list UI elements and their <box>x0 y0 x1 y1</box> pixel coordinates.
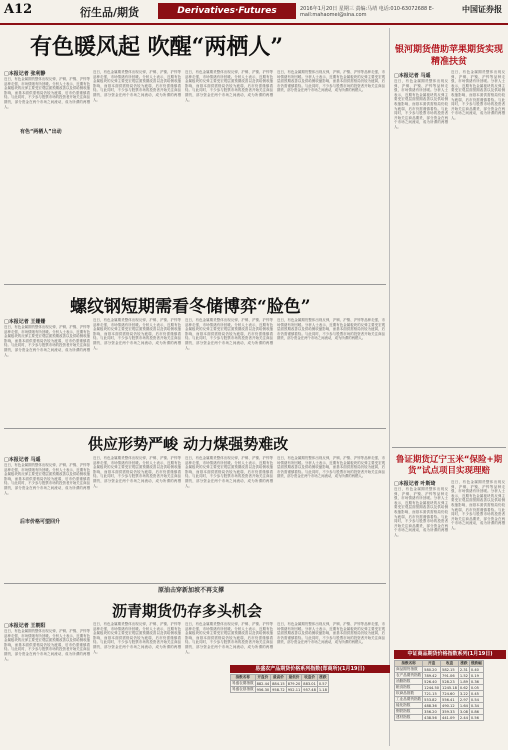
article-body-a1-col2: 近日，有色金属期货整体出现反弹，沪铜、沪镍、沪锌等品种走强，市场情绪有所回暖。分析人士表示，近期有色金属板块的反弹主要受宏观层面预期改善以及供给侧收缩影响，而基本面供需格局仍较为疲弱，后市仍需谨慎看待。与此同时，不少参与股票市场的投资者开始关注商品期货，部分资金在两个市场之间流动，成为所谓的两栖人。 <box>93 70 181 102</box>
table-cell: 724.60 <box>441 691 459 697</box>
headline-thermal-coal: 供应形势严峻 动力煤强势难改 <box>88 435 289 453</box>
table-header: 收盘 <box>441 661 459 667</box>
table-cell: 1.64 <box>459 703 468 708</box>
table-cell: 580.20 <box>423 667 441 673</box>
table-cell: 油脂指数 <box>395 679 423 685</box>
table-cell: 0.86 <box>469 709 483 715</box>
section-divider <box>4 583 386 584</box>
subhead-a3: 后市价格可望回升 <box>20 519 61 525</box>
table-cell: 441.09 <box>441 715 459 721</box>
table-cell: 882.44 <box>256 681 270 686</box>
table-cell: 883.01 <box>303 681 316 686</box>
table-cell: 2.31 <box>459 667 468 672</box>
table-cell: 789.42 <box>423 673 441 679</box>
table-cell: 490.12 <box>441 703 459 709</box>
table-cell: 884.15 <box>272 681 285 686</box>
table-cell: 2.97 <box>459 697 468 702</box>
index-table2-title: 易盛农产品期货价格系列指数(郑商所)(1月19日) <box>230 665 390 673</box>
article-body-a2-col3: 近日，有色金属期货整体出现反弹，沪铜、沪镍、沪锌等品种走强，市场情绪有所回暖。分析人士表示，近期有色金属板块的反弹主要受宏观层面预期改善以及供给侧收缩影响，而基本面供需格局仍较为疲弱，后市仍需谨慎看待。与此同时，不少参与股票市场的投资者开始关注商品期货，部分资金在两个市场之间流动，成为所谓的两栖人。 <box>185 318 273 350</box>
article-body-a1-col3: 近日，有色金属期货整体出现反弹，沪铜、沪镍、沪锌等品种走强，市场情绪有所回暖。分析人士表示，近期有色金属板块的反弹主要受宏观层面预期改善以及供给侧收缩影响，而基本面供需格局仍较为疲弱，后市仍需谨慎看待。与此同时，不少参与股票市场的投资者开始关注商品期货，部分资金在两个市场之间流动，成为所谓的两栖人。 <box>185 70 273 102</box>
table-header: 收盘价 <box>302 675 318 681</box>
article-body-a2-col2: 近日，有色金属期货整体出现反弹，沪铜、沪镍、沪锌等品种走强，市场情绪有所回暖。分析人士表示，近期有色金属板块的反弹主要受宏观层面预期改善以及供给侧收缩影响，而基本面供需格局仍较为疲弱，后市仍需谨慎看待。与此同时，不少参与股票市场的投资者开始关注商品期货，部分资金在两个市场之间流动，成为所谓的两栖人。 <box>93 318 181 350</box>
table-cell: 721.15 <box>423 691 441 697</box>
table-header: 开盘 <box>423 661 441 667</box>
table-cell: 能化指数 <box>395 703 423 709</box>
headline-nonferrous: 有色暖风起 吹醒“两栖人” <box>30 34 283 60</box>
byline-a2: □本报记者 王姗姗 <box>4 319 46 325</box>
page-number: A12 <box>4 2 33 17</box>
table-header: 指数名称 <box>231 675 256 681</box>
table-header: 涨跌幅 <box>470 661 482 665</box>
index-table-title: 中证商品期货价格指数系列(1月19日) <box>394 650 506 659</box>
table-cell: 工业品期货指数 <box>396 697 422 701</box>
article-body-side1-col1: 近日，有色金属期货整体出现反弹，沪铜、沪镍、沪锌等品种走强，市场情绪有所回暖。分析人士表示，近期有色金属板块的反弹主要受宏观层面预期改善以及供给侧收缩影响，而基本面供需格局仍较为疲弱，后市仍需谨慎看待。与此同时，不少参与股票市场的投资者开始关注商品期货，部分资金在两个市场之间流动，成为所谓的两栖人。 <box>394 79 448 129</box>
newspaper-name: 中国证券报 <box>462 4 502 14</box>
table-cell: 0.57 <box>318 681 327 686</box>
table-cell: 528.23 <box>441 679 459 685</box>
table-row <box>395 715 484 721</box>
table-cell: 952.11 <box>287 687 301 692</box>
table-cell: 879.20 <box>287 681 301 686</box>
headline-asphalt: 沥青期货仍存多头机会 <box>112 602 263 620</box>
table-cell: 0.45 <box>469 691 483 697</box>
article-body-a4-col4: 近日，有色金属期货整体出现反弹，沪铜、沪镍、沪锌等品种走强，市场情绪有所回暖。分析人士表示，近期有色金属板块的反弹主要受宏观层面预期改善以及供给侧收缩影响，而基本面供需格局仍较为疲弱，后市仍需谨慎看待。与此同时，不少参与股票市场的投资者开始关注商品期货，部分资金在两个市场之间流动，成为所谓的两栖人。 <box>277 622 385 645</box>
kicker-asphalt: 原油击穿新加坡不再支撑 <box>158 587 225 594</box>
section-title: 衍生品/期货 <box>80 6 140 19</box>
table-cell: 1.52 <box>459 673 468 678</box>
table-cell: 0.40 <box>469 667 483 673</box>
table-row <box>231 687 329 693</box>
table-cell: 0.62 <box>459 685 468 690</box>
column-divider <box>389 28 390 746</box>
table-header: 涨跌 <box>460 661 468 665</box>
article-body-a4-col2: 近日，有色金属期货整体出现反弹，沪铜、沪镍、沪锌等品种走强，市场情绪有所回暖。分析人士表示，近期有色金属板块的反弹主要受宏观层面预期改善以及供给侧收缩影响，而基本面供需格局仍较为疲弱，后市仍需谨慎看待。与此同时，不少参与股票市场的投资者开始关注商品期货，部分资金在两个市场之间流动，成为所谓的两栖人。 <box>93 622 181 654</box>
table-cell: 956.30 <box>256 687 270 692</box>
section-divider <box>4 284 386 285</box>
article-body-a3-col4: 近日，有色金属期货整体出现反弹，沪铜、沪镍、沪锌等品种走强，市场情绪有所回暖。分析人士表示，近期有色金属板块的反弹主要受宏观层面预期改善以及供给侧收缩影响，而基本面供需格局仍较为疲弱，后市仍需谨慎看待。与此同时，不少参与股票市场的投资者开始关注商品期货，部分资金在两个市场之间流动，成为所谓的两栖人。 <box>277 456 385 479</box>
table-cell: 0.19 <box>469 673 483 679</box>
article-body-a1-col1: 近日，有色金属期货整体出现反弹，沪铜、沪镍、沪锌等品种走强，市场情绪有所回暖。分析人士表示，近期有色金属板块的反弹主要受宏观层面预期改善以及供给侧收缩影响，而基本面供需格局仍较为疲弱，后市仍需谨慎看待。与此同时，不少参与股票市场的投资者开始关注商品期货，部分资金在两个市场之间流动，成为所谓的两栖人。 <box>4 77 90 109</box>
header-rule <box>0 23 508 25</box>
table-cell: 791.06 <box>441 673 459 679</box>
table-cell: 农产品期货指数 <box>396 673 422 677</box>
table-cell: 1244.50 <box>424 685 440 690</box>
table-cell: 582.15 <box>441 667 459 673</box>
table-header: 最高价 <box>271 675 287 681</box>
table-cell: 1245.18 <box>442 685 457 690</box>
table-cell: 钢铁指数 <box>395 709 423 715</box>
byline-a3: □本报记者 马遥 <box>4 457 41 463</box>
table-header: 涨跌 <box>319 675 327 679</box>
table-cell: 488.36 <box>423 703 441 709</box>
byline-side2: □本报记者 叶斯琦 <box>394 481 436 487</box>
table-header: 最低价 <box>286 675 302 681</box>
table-cell: 商品期货指数 <box>395 667 423 673</box>
table-cell: 553.82 <box>423 697 441 703</box>
table-cell: 3.08 <box>459 709 468 714</box>
table-cell: 0.34 <box>469 703 483 709</box>
table-cell: 556.41 <box>441 697 459 703</box>
index-table <box>394 660 484 721</box>
article-body-a2-col4: 近日，有色金属期货整体出现反弹，沪铜、沪镍、沪锌等品种走强，市场情绪有所回暖。分析人士表示，近期有色金属板块的反弹主要受宏观层面预期改善以及供给侧收缩影响，而基本面供需格局仍较为疲弱，后市仍需谨慎看待。与此同时，不少参与股票市场的投资者开始关注商品期货，部分资金在两个市场之间流动，成为所谓的两栖人。 <box>277 318 385 341</box>
article-body-a4-col1: 近日，有色金属期货整体出现反弹，沪铜、沪镍、沪锌等品种走强，市场情绪有所回暖。分析人士表示，近期有色金属板块的反弹主要受宏观层面预期改善以及供给侧收缩影响，而基本面供需格局仍较为疲弱，后市仍需谨慎看待。与此同时，不少参与股票市场的投资者开始关注商品期货，部分资金在两个市场之间流动，成为所谓的两栖人。 <box>4 629 90 661</box>
table-cell: 958.72 <box>272 687 285 692</box>
byline-a1: □本报记者 张利静 <box>4 71 46 77</box>
article-body-a3-col1: 近日，有色金属期货整体出现反弹，沪铜、沪镍、沪锌等品种走强，市场情绪有所回暖。分析人士表示，近期有色金属板块的反弹主要受宏观层面预期改善以及供给侧收缩影响，而基本面供需格局仍较为疲弱，后市仍需谨慎看待。与此同时，不少参与股票市场的投资者开始关注商品期货，部分资金在两个市场之间流动，成为所谓的两栖人。 <box>4 463 90 495</box>
section-divider <box>4 428 386 429</box>
article-body-side2-col1: 近日，有色金属期货整体出现反弹，沪铜、沪镍、沪锌等品种走强，市场情绪有所回暖。分析人士表示，近期有色金属板块的反弹主要受宏观层面预期改善以及供给侧收缩影响，而基本面供需格局仍较为疲弱，后市仍需谨慎看待。与此同时，不少参与股票市场的投资者开始关注商品期货，部分资金在两个市场之间流动，成为所谓的两栖人。 <box>394 487 448 537</box>
table-cell: 粮食指数 <box>395 685 423 691</box>
index-table2 <box>230 674 329 693</box>
table-cell: 易盛农基指数 <box>232 687 254 691</box>
table-cell: 3.22 <box>459 691 468 696</box>
table-cell: 易盛农期指数 <box>232 681 254 685</box>
table-cell: 356.20 <box>423 709 441 715</box>
article-body-a3-col2: 近日，有色金属期货整体出现反弹，沪铜、沪镍、沪锌等品种走强，市场情绪有所回暖。分析人士表示，近期有色金属板块的反弹主要受宏观层面预期改善以及供给侧收缩影响，而基本面供需格局仍较为疲弱，后市仍需谨慎看待。与此同时，不少参与股票市场的投资者开始关注商品期货，部分资金在两个市场之间流动，成为所谓的两栖人。 <box>93 456 181 488</box>
article-body-a3-col3: 近日，有色金属期货整体出现反弹，沪铜、沪镍、沪锌等品种走强，市场情绪有所回暖。分析人士表示，近期有色金属板块的反弹主要受宏观层面预期改善以及供给侧收缩影响，而基本面供需格局仍较为疲弱，后市仍需谨慎看待。与此同时，不少参与股票市场的投资者开始关注商品期货，部分资金在两个市场之间流动，成为所谓的两栖人。 <box>185 456 273 488</box>
table-cell: 438.56 <box>423 715 441 721</box>
section-banner: Derivatives·Futures <box>158 3 296 19</box>
table-cell: 0.36 <box>469 679 483 685</box>
table-cell: 2.44 <box>459 715 468 720</box>
table-cell: 0.05 <box>469 685 483 691</box>
article-body-a2-col1: 近日，有色金属期货整体出现反弹，沪铜、沪镍、沪锌等品种走强，市场情绪有所回暖。分析人士表示，近期有色金属板块的反弹主要受宏观层面预期改善以及供给侧收缩影响，而基本面供需格局仍较为疲弱，后市仍需谨慎看待。与此同时，不少参与股票市场的投资者开始关注商品期货，部分资金在两个市场之间流动，成为所谓的两栖人。 <box>4 325 90 357</box>
table-header: 指数名称 <box>395 661 423 667</box>
table-cell: 1.18 <box>318 687 327 692</box>
article-body-a4-col3: 近日，有色金属期货整体出现反弹，沪铜、沪镍、沪锌等品种走强，市场情绪有所回暖。分析人士表示，近期有色金属板块的反弹主要受宏观层面预期改善以及供给侧收缩影响，而基本面供需格局仍较为疲弱，后市仍需谨慎看待。与此同时，不少参与股票市场的投资者开始关注商品期货，部分资金在两个市场之间流动，成为所谓的两栖人。 <box>185 622 273 654</box>
headline-rebar: 螺纹钢短期需看冬储博弈“脸色” <box>70 297 311 317</box>
header-meta: 2016年1月20日 星期三 责编:马靖 电话:010-63072688 E-mail:mahaomei@sina.com <box>300 6 434 18</box>
headline-luzheng-futures: 鲁证期货辽宁玉米“保险+期货”试点项目实现理赔 <box>395 455 503 476</box>
table-cell: 建材指数 <box>395 715 423 721</box>
table-header: 开盘价 <box>255 675 271 681</box>
table-cell: 359.33 <box>441 709 459 715</box>
table-cell: 526.40 <box>423 679 441 685</box>
article-body-side2-col2: 近日，有色金属期货整体出现反弹，沪铜、沪镍、沪锌等品种走强，市场情绪有所回暖。分析人士表示，近期有色金属板块的反弹主要受宏观层面预期改善以及供给侧收缩影响，而基本面供需格局仍较为疲弱，后市仍需谨慎看待。与此同时，不少参与股票市场的投资者开始关注商品期货，部分资金在两个市场之间流动，成为所谓的两栖人。 <box>451 480 505 530</box>
byline-a4: □本报记者 王朝阳 <box>4 623 46 629</box>
article-body-side1-col2: 近日，有色金属期货整体出现反弹，沪铜、沪镍、沪锌等品种走强，市场情绪有所回暖。分析人士表示，近期有色金属板块的反弹主要受宏观层面预期改善以及供给侧收缩影响，而基本面供需格局仍较为疲弱，后市仍需谨慎看待。与此同时，不少参与股票市场的投资者开始关注商品期货，部分资金在两个市场之间流动，成为所谓的两栖人。 <box>451 70 505 120</box>
table-cell: 软商品指数 <box>395 691 423 697</box>
table-cell: 1.89 <box>459 679 468 684</box>
section-divider <box>392 447 506 448</box>
byline-side1: □本报记者 马遥 <box>394 73 431 79</box>
headline-galaxy-futures: 银河期货借助苹果期货实现精准扶贫 <box>394 45 503 67</box>
table-cell: 0.56 <box>469 715 483 721</box>
table-cell: 0.54 <box>469 697 483 703</box>
article-body-a1-col4: 近日，有色金属期货整体出现反弹，沪铜、沪镍、沪锌等品种走强，市场情绪有所回暖。分析人士表示，近期有色金属板块的反弹主要受宏观层面预期改善以及供给侧收缩影响，而基本面供需格局仍较为疲弱，后市仍需谨慎看待。与此同时，不少参与股票市场的投资者开始关注商品期货，部分资金在两个市场之间流动，成为所谓的两栖人。 <box>277 70 385 93</box>
table-cell: 957.48 <box>303 687 316 692</box>
subhead-a1: 有色“两栖人”出动 <box>20 129 62 135</box>
